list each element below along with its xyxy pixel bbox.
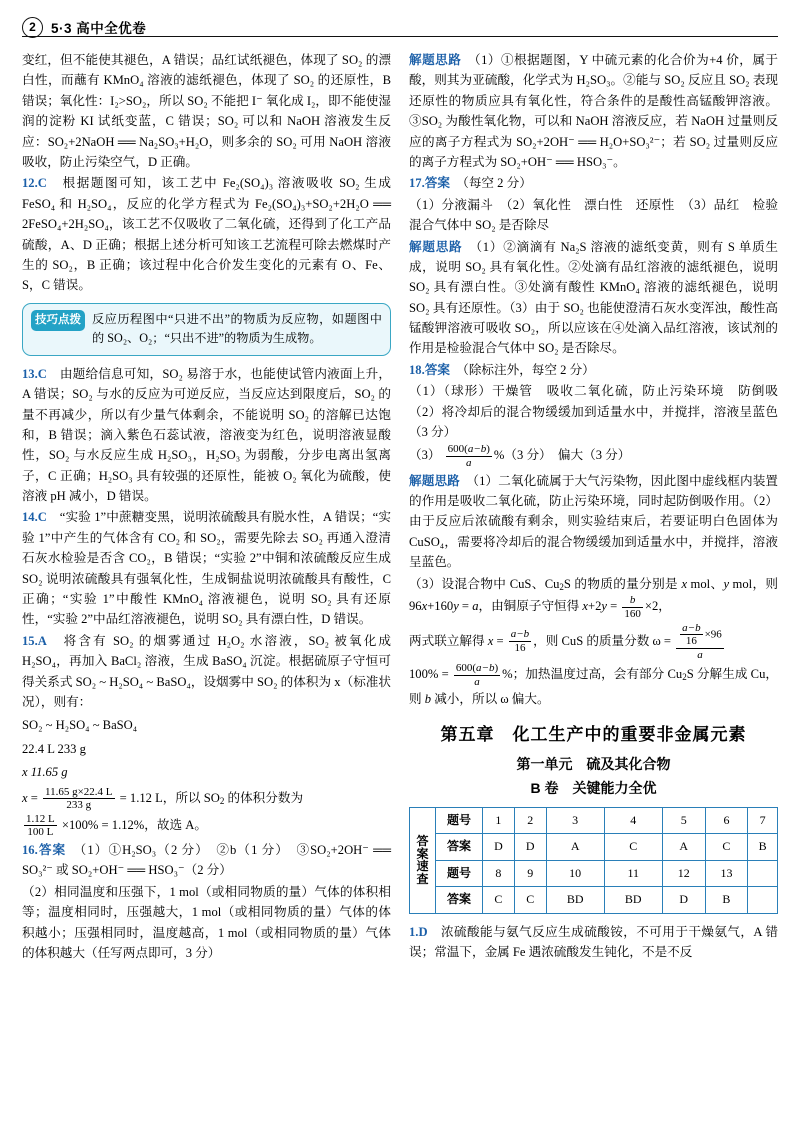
solution-2 (409, 237, 778, 359)
calc-line-2: $\frac{1.12 L}{100 L}$ ×100% = 1.12%，故选 A。 (26, 812, 207, 839)
solution-1 (409, 50, 778, 172)
fraction-600ab: $\frac{600(a-b)}{a}$ (447, 443, 490, 470)
item-1 (409, 922, 778, 963)
item-18-answer: （1）（球形）干燥管 吸收二氧化硫，防止污染环境 防倒吸 （2）将冷却后的混合物缓缓加到适量水中，并搅拌，溶液呈蓝色（3 分） (409, 384, 791, 440)
item-13 (22, 364, 391, 507)
fraction-ab16: $\frac{a-b}{16}$ (510, 628, 530, 654)
item-1-text: 浓硫酸能与氨气反应生成硫酸铵，不可用于干燥氨气，A 错误；常温下，金属 Fe 遇浓硫酸发生钝化，不是不反 (409, 924, 778, 960)
page-number: 2 (22, 17, 43, 38)
cell: D (483, 834, 515, 860)
answer-quick-reference (409, 807, 778, 914)
tip-tag: 技巧点拨 (31, 310, 85, 331)
solution-2-text: （1）②滴滴有 Na₂S 溶液的滤纸变黄，则有 S 单质生成，说明 SO₂ 具有氧化性。②处滴有品红溶液的滤纸褪色，说明 SO₂ 具有漂白性。③处滴有酸性 KMnO₄ 溶液的滤纸褪色，说明 SO₂ 具有还原性。（3）由于 SO₂ 也能使澄清石灰水变浑浊，酸性高锰酸钾溶液可吸收 SO₂，所以应该在④处滴入品红溶液，该试剂的作用是检验混合气体中 SO₂ 是否除尽。 (409, 239, 779, 356)
fraction-omega: $\frac{a-b}{16}$ ×96 a (676, 622, 724, 662)
item-12 (22, 173, 391, 295)
item-12-text: 根据题图可知，该工艺中 Fe₂(SO₄)₃ 溶液吸收 SO₂ 生成 FeSO₄ 和 H₂SO₄，反应的化学方程式为 Fe₂(SO₄)₃+SO₂+2H₂O ══ 2FeSO₄+2H₂SO₄，该工艺不仅吸收了二氧化硫，还得到了化工产品硫酸，A、D 正确；根据上述分析可知该工艺流程可除去燃煤时产生的 SO₂，B 正确；该过程中化合价发生变化的元素有 O、Fe、S，C 错误。 (22, 176, 391, 293)
item-15 (22, 631, 391, 713)
item-13-label: 13.C (22, 366, 47, 381)
cell: 7 (748, 807, 778, 833)
item-15-text: 将含有 SO₂ 的烟雾通过 H₂O₂ 水溶液，SO₂ 被氧化成 H₂SO₄，再加入 BaCl₂ 溶液，生成 BaSO₄ 沉淀。根据硫原子守恒可得关系式 SO₂ ~ H₂SO₄ ~ BaSO₄，设烟雾中 SO₂ 的体积为 x（标准状况），则有： (22, 633, 391, 709)
fraction-1: $\frac{11.65 g\times 22.4 L}{233 g}$ (45, 785, 113, 812)
item-18-answer-3: （3） $\frac{600(a-b)}{a}$ %（3 分） 偏大（3 分） (409, 443, 631, 470)
cell: D (514, 834, 546, 860)
solution-1-label: 解题思路 (409, 53, 462, 67)
solution-3-text-1: （1）二氧化硫属于大气污染物，因此图中虚线框内装置的作用是吸收二氧化硫，防止污染环境，同时起防倒吸作用。（2）由于反应后浓硫酸有剩余，则实验结束后，若要证明白色固体为 CuSO₄，需要将冷却后的混合物缓缓加到适量水中，并搅拌，溶液呈蓝色。 (409, 473, 779, 570)
solution-1-text: （1）①根据题图，Y 中硫元素的化合价为+4 价，属于酸，则其为亚硫酸，化学式为 H₂SO₃。②能与 SO₂ 反应且 SO₂ 表现还原性的物质应具有氧化性，符合条件的是酸性高锰酸钾溶液。③SO₂ 为酸性氧化物，可以和 NaOH 溶液反应，若 NaOH 过量则反应的离子方程式为 SO₂+2OH⁻ ══ H₂O+SO₃²⁻；若 SO₂ 过量则反应的离子方程式为 SO₂+OH⁻ ══ HSO₃⁻。 (409, 53, 779, 169)
chapter-heading: 第五章 化工生产中的重要非金属元素 (440, 725, 747, 745)
item-17-score: （每空 2 分） (462, 176, 532, 191)
cell: C (705, 834, 748, 860)
table-row (436, 834, 778, 860)
answer-table (435, 807, 778, 914)
header-divider (22, 36, 778, 37)
unit-heading: 第一单元 硫及其化合物 (516, 755, 671, 772)
cell: D (662, 887, 705, 913)
item-18 (409, 360, 778, 380)
cell: 6 (705, 807, 748, 833)
item-18-score: （除标注外，每空 2 分） (462, 362, 595, 377)
cell: 9 (514, 860, 546, 886)
solution-3-label: 解题思路 (409, 473, 460, 488)
cell: 1 (483, 807, 515, 833)
cell: 13 (705, 860, 748, 886)
cell: B (705, 887, 748, 913)
item-14-text: “实验 1”中蔗糖变黑，说明浓硫酸具有脱水性，A 错误；“实验 1”中产生的气体含有 CO₂ 和 SO₂，需要先除去 SO₂ 再通入澄清石灰水检验是否含 CO₂，B 错误；“实验 2”中铜和浓硫酸反应生成 SO₂ 说明浓硫酸具有强氧化性，生成铜盐说明浓硫酸具有酸性，C 正确；“实验 1”中酸性 KMnO₄ 溶液褪色，说明 SO₂ 具有还原性，“实验 2”中品红溶液褪色，说明 SO₂ 具有漂白性，D 错误。 (22, 510, 391, 627)
paper-heading: B 卷 关键能力全优 (530, 780, 657, 797)
row-label-qnum-2: 题号 (436, 860, 483, 886)
cell: C (483, 887, 515, 913)
relation-values-row2: x 11.65 g (22, 765, 68, 780)
cell-empty (748, 860, 778, 886)
relation-equation: SO₂ ~ H₂SO₄ ~ BaSO₄ (22, 718, 138, 733)
right-column (409, 50, 791, 1125)
cell: C (514, 887, 546, 913)
cell: 5 (662, 807, 705, 833)
cell: BD (604, 887, 662, 913)
cell: A (546, 834, 604, 860)
table-row (436, 887, 778, 913)
row-label-qnum-1: 题号 (436, 807, 483, 833)
paragraph-continued: 变红，但不能使其褪色，A 错误；品红试纸褪色，体现了 SO₂ 的漂白性，而蘸有 KMnO₄ 溶液的滤纸褪色，体现了 SO₂ 的还原性，B 错误；氧化性：I₂>SO₂，所以 SO₂ 不能把 I⁻ 氧化成 I₂，即不能使湿润的淀粉 KI 试纸变蓝，C 错误；SO₂ 可以和 NaOH 溶液发生反应：SO₂+2NaOH ══ Na₂SO₃+H₂O，则多余的 SO₂ 可用 NaOH 溶液吸收，防止污染空气，D 正确。 (22, 53, 391, 169)
row-label-answer-1: 答案 (436, 834, 483, 860)
tip-text: 反应历程图中“只进不出”的物质为反应物，如题图中的 SO₂、O₂；“只出不进”的物质为生成物。 (92, 311, 382, 346)
item-18-label: 18.答案 (409, 362, 450, 377)
solution-3 (409, 471, 778, 573)
solution-3-text-3: 两式联立解得 x = $\frac{a-b}{16}$ ，则 CuS 的质量分数 ω = $\frac{a-b}{16}$ ×96 a (409, 621, 722, 661)
row-label-answer-2: 答案 (436, 887, 483, 913)
fraction-2: $\frac{1.12 L}{100 L}$ (26, 812, 55, 839)
item-16-label: 16.答案 (22, 843, 67, 858)
book-title: 5·3 高中全优卷 (51, 21, 147, 36)
two-column-body (22, 50, 791, 1125)
item-16 (22, 840, 391, 881)
item-14-label: 14.C (22, 510, 47, 525)
cell: 12 (662, 860, 705, 886)
relation-values-row1: 22.4 L 233 g (22, 741, 86, 756)
item-17-answer: （1）分液漏斗 （2）氧化性 漂白性 还原性 （3）品红 检验混合气体中 SO₂ 是否除尽 (409, 197, 778, 233)
left-column (22, 50, 391, 1125)
table-row (436, 807, 778, 833)
item-1-label: 1.D (409, 924, 428, 939)
cell: 8 (483, 860, 515, 886)
fraction-600ab-2: $\frac{600(a-b)}{a}$ (455, 662, 499, 689)
item-17-label: 17.答案 (409, 176, 450, 191)
item-14 (22, 507, 391, 629)
cell: 3 (546, 807, 604, 833)
item-15-label: 15.A (22, 633, 47, 648)
item-13-text: 由题给信息可知，SO₂ 易溶于水，也能使试管内液面上升，A 错误；SO₂ 与水的反应为可逆反应，当反应达到限度后，SO₂ 的量不再减少，所以有少量气体剩余，不能说明 SO₂ 的溶解已达饱和，B 错误；滴入紫色石蕊试液，溶液变为红色，说明溶液显酸性，SO₂ 与水反应生成 H₂SO₃，H₂SO₃ 为弱酸，分步电离出氢离子，C 正确；H₂SO₃ 具有较强的还原性，能被 O₂ 氧化为硫酸，使溶液 pH 减小，D 错误。 (22, 366, 391, 504)
item-16-text-a: （1）①H₂SO₃（2 分） ②b（1 分） ③SO₂+2OH⁻ ══ SO₃²⁻ 或 SO₂+OH⁻ ══ HSO₃⁻（2 分） (22, 843, 392, 878)
cell: BD (546, 887, 604, 913)
solution-3-text-2: （3）设混合物中 CuS、$Cu_2S$ 的物质的量分别是 x mol、y mol，则 96x+160y = a，由铜原子守恒得 x+2y = $\frac{b}{160}$ ×2， (409, 576, 779, 620)
item-12-label: 12.C (22, 176, 47, 191)
cell: B (748, 834, 778, 860)
cell: C (604, 834, 662, 860)
solution-3-text-4: 100% = $\frac{600(a-b)}{a}$ %；加热温度过高，会有部分 $Cu_2S$ 分解生成 Cu，则 b 减小，所以 ω 偏大。 (409, 662, 779, 706)
item-17 (409, 173, 778, 193)
solution-2-label: 解题思路 (409, 239, 463, 254)
cell: A (662, 834, 705, 860)
cell-empty (748, 887, 778, 913)
cell: 11 (604, 860, 662, 886)
answer-table-side-label: 答案速查 (409, 807, 435, 914)
fraction-b160: $\frac{b}{160}$ (624, 594, 641, 620)
cell: 4 (604, 807, 662, 833)
item-16-b: （2）相同温度和压强下，1 mol（或相同物质的量）气体的体积相等；温度相同时，压强越大，1 mol（或相同物质的量）气体的体积越小；压强相同时，温度越高，1 mol（或相同物质的量）气体的体积越大（任写两点即可，3 分） (22, 884, 391, 961)
tip-box (22, 303, 391, 356)
cell: 2 (514, 807, 546, 833)
cell: 10 (546, 860, 604, 886)
table-row (436, 860, 778, 886)
calc-line-1: x = $\frac{11.65 g\times 22.4 L}{233 g}$ = 1.12 L，所以 $SO_2$ 的体积分数为 (22, 785, 304, 812)
